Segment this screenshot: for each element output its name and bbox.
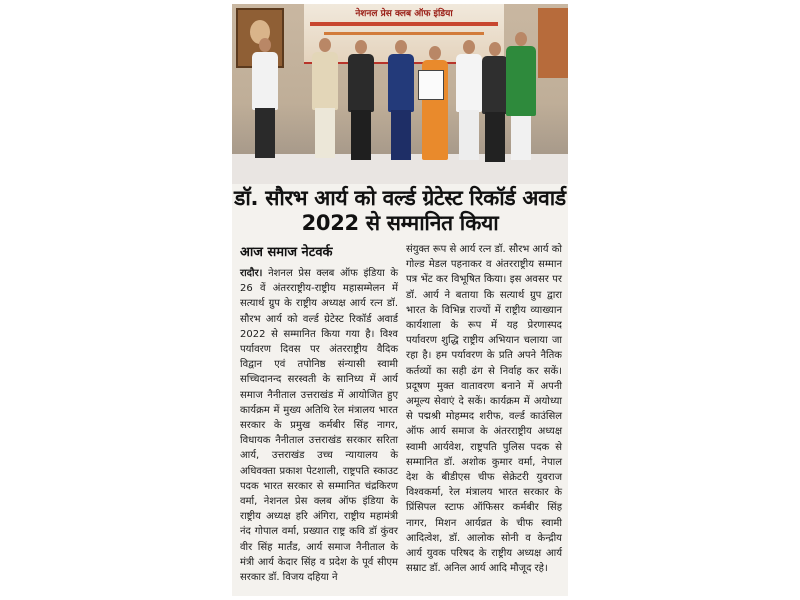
article-column-left — [240, 266, 398, 585]
article-column-right — [406, 242, 562, 576]
event-photo — [232, 4, 568, 184]
banner-title: नेशनल प्रेस क्लब ऑफ इंडिया — [355, 9, 453, 19]
byline: आज समाज नेटवर्क — [240, 245, 333, 260]
award-certificate — [418, 70, 444, 100]
newspaper-clipping — [232, 4, 568, 596]
article-text-left: नेशनल प्रेस क्लब ऑफ इंडिया के 26 वें अंतरराष्ट्रीय-राष्ट्रीय महासम्मेलन में सत्यार्थ ग्रुप के राष्ट्रीय अध्यक्ष आर्य रत्न डॉ. सौरभ आर्य को वर्ल्ड ग्रेटेस्ट रिकॉर्ड अवार्ड 2022 से सम्मानित किया गया है। विश्व पर्यावरण दिवस पर अंतरराष्ट्रीय वैदिक विद्वान एवं तपोनिष्ठ संन्यासी स्वामी सच्चिदानन्द सरस्वती के सानिध्य में आर्य समाज नैनीताल उत्तराखंड में आयोजित हुए कार्यक्रम में मुख्य अतिथि रेल मंत्रालय भारत सरकार के प्रमुख कर्मबीर सिंह नागर, विधायक नैनीताल उत्तराखंड सरकार सरिता आर्य, उत्तराखंड उच्च न्यायालय के अधिवक्ता प्रकाश पेटशाली, राष्ट्रपति स्काउट पदक भारत सरकार से सम्मानित चंद्रकिरण वर्मा, नेशनल प्रेस क्लब ऑफ इंडिया के राष्ट्रीय अध्यक्ष हरि अंगिरा, राष्ट्रीय महामंत्री नंद गोपाल वर्मा, प्रख्यात राष्ट्र कवि डॉ कुंवर वीर सिंह मार्तंड, आर्य समाज नैनीताल के मंत्री आर्य केदार सिंह व प्रदेश के पूर्व सीएम सरकार डॉ. विजय दहिया ने — [240, 268, 398, 584]
dateline: रादौर। — [240, 268, 263, 279]
banner-strip — [310, 22, 498, 26]
article-text-right: संयुक्त रूप से आर्य रत्न डॉ. सौरभ आर्य को गोल्ड मेडल पहनाकर व अंतरराष्ट्रीय सम्मान पत्र भेंट कर विभूषित किया। इस अवसर पर डॉ. आर्य ने बताया कि सत्यार्थ ग्रुप द्वारा भारत के विभिन्न राज्यों में राष्ट्रीय व्याख्यान कार्यशाला के रूप में यह प्रेरणास्पद पर्यावरण शुद्धि राष्ट्रीय अभियान चलाया जा रहा है। हम पर्यावरण के प्रति अपने नैतिक कर्तव्यों का सही ढंग से निर्वाह कर सकें। प्रदूषण मुक्त वातावरण बनाने में अपनी अमूल्य सेवाएं दे सकें। कार्यक्रम में अयोध्या से पद्मश्री मोहम्मद शरीफ, वर्ल्ड काउंसिल ऑफ आर्य समाज के अंतरराष्ट्रीय अध्यक्ष स्वामी आर्यवेश, राष्ट्रपति पुलिस पदक से सम्मानित डॉ. अशोक कुमार वर्मा, नेपाल देश के बीडीएस चीफ सेक्रेटरी युवराज विश्वकर्मा, रेल मंत्रालय भारत सरकार के प्रिंसिपल स्टाफ ऑफिसर कर्मबीर सिंह नागर, मिशन आर्यव्रत के चीफ स्वामी आदित्वेश, डॉ. आलोक सोनी व केन्द्रीय आर्य युवक परिषद के राष्ट्रीय अध्यक्ष आर्य सम्राट डॉ. अनिल आर्य आदि मौजूद रहे। — [406, 244, 562, 575]
wall-art — [538, 8, 568, 78]
headline: डॉ. सौरभ आर्य को वर्ल्ड ग्रेटेस्ट रिकॉर्ड अवार्ड 2022 से सम्मानित किया — [234, 186, 566, 235]
banner-strip-secondary — [324, 32, 484, 35]
